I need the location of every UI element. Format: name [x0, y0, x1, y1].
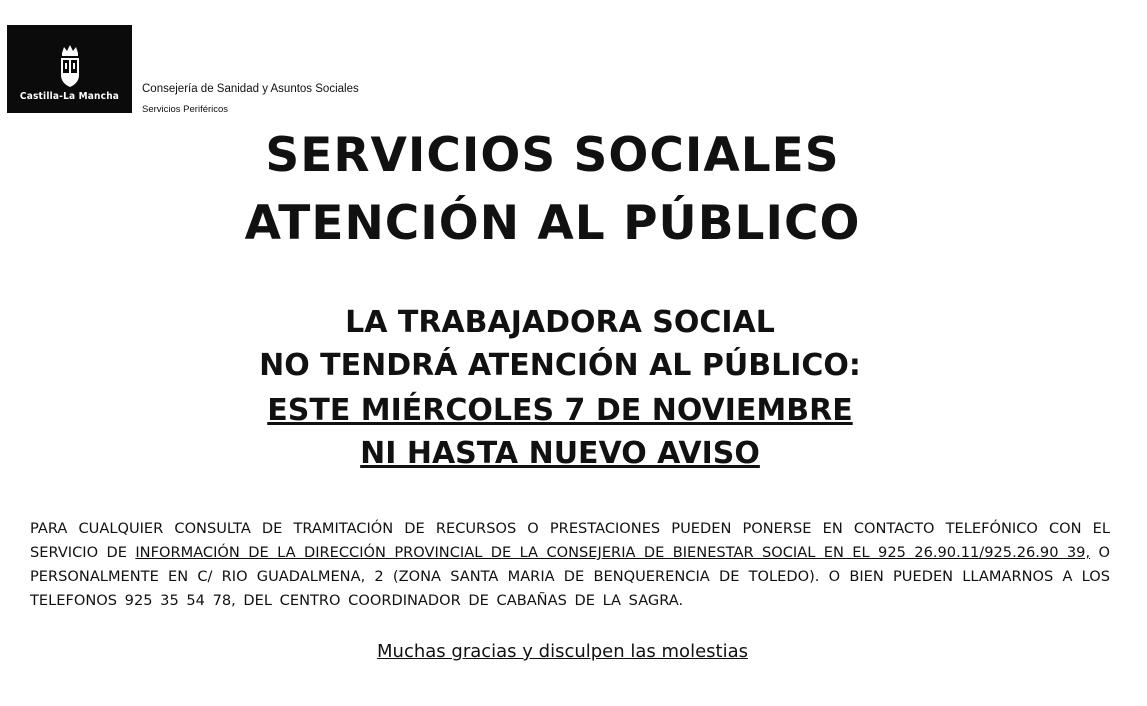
- notice-line-3: ESTE MIÉRCOLES 7 DE NOVIEMBRE: [267, 393, 853, 428]
- closing-message: Muchas gracias y disculpen las molestias: [377, 641, 748, 662]
- notice-line-2: NO TENDRÁ ATENCIÓN AL PÚBLICO:: [259, 348, 861, 383]
- contact-paragraph: [30, 517, 1110, 613]
- crest-icon: [55, 43, 85, 89]
- notice-line-1: LA TRABAJADORA SOCIAL: [345, 305, 775, 340]
- title-line-1: SERVICIOS SOCIALES: [265, 128, 840, 183]
- paragraph-part-1: PARA CUALQUIER CONSULTA DE TRAMITACIÓN DE RECURSOS O PRESTACIONES PUEDEN PONERSE EN CONTACTO TELEFÓNICO CON EL SERVICIO DE: [30, 520, 1110, 561]
- notice-line-4: NI HASTA NUEVO AVISO: [360, 436, 760, 471]
- logo: [7, 25, 132, 113]
- title-line-2: ATENCIÓN AL PÚBLICO: [244, 196, 861, 251]
- paragraph-part-3: O PERSONALMENTE EN C/ RIO GUADALMENA, 2 (ZONA SANTA MARIA DE BENQUERENCIA DE TOLEDO). O BIEN PUEDEN LLAMARNOS A LOS TELEFONOS 925 35 54 78, DEL CENTRO COORDINADOR DE CABAÑAS DE LA SAGRA.: [30, 544, 1110, 609]
- org-name: Consejería de Sanidad y Asuntos Sociales: [142, 83, 359, 95]
- paragraph-underlined-contact: INFORMACIÓN DE LA DIRECCIÓN PROVINCIAL DE LA CONSEJERIA DE BIENESTAR SOCIAL EN EL 925 26.90.11/925.26.90 39,: [135, 544, 1091, 561]
- logo-text: Castilla-La Mancha: [19, 91, 120, 102]
- org-subtitle: Servicios Periféricos: [142, 104, 229, 115]
